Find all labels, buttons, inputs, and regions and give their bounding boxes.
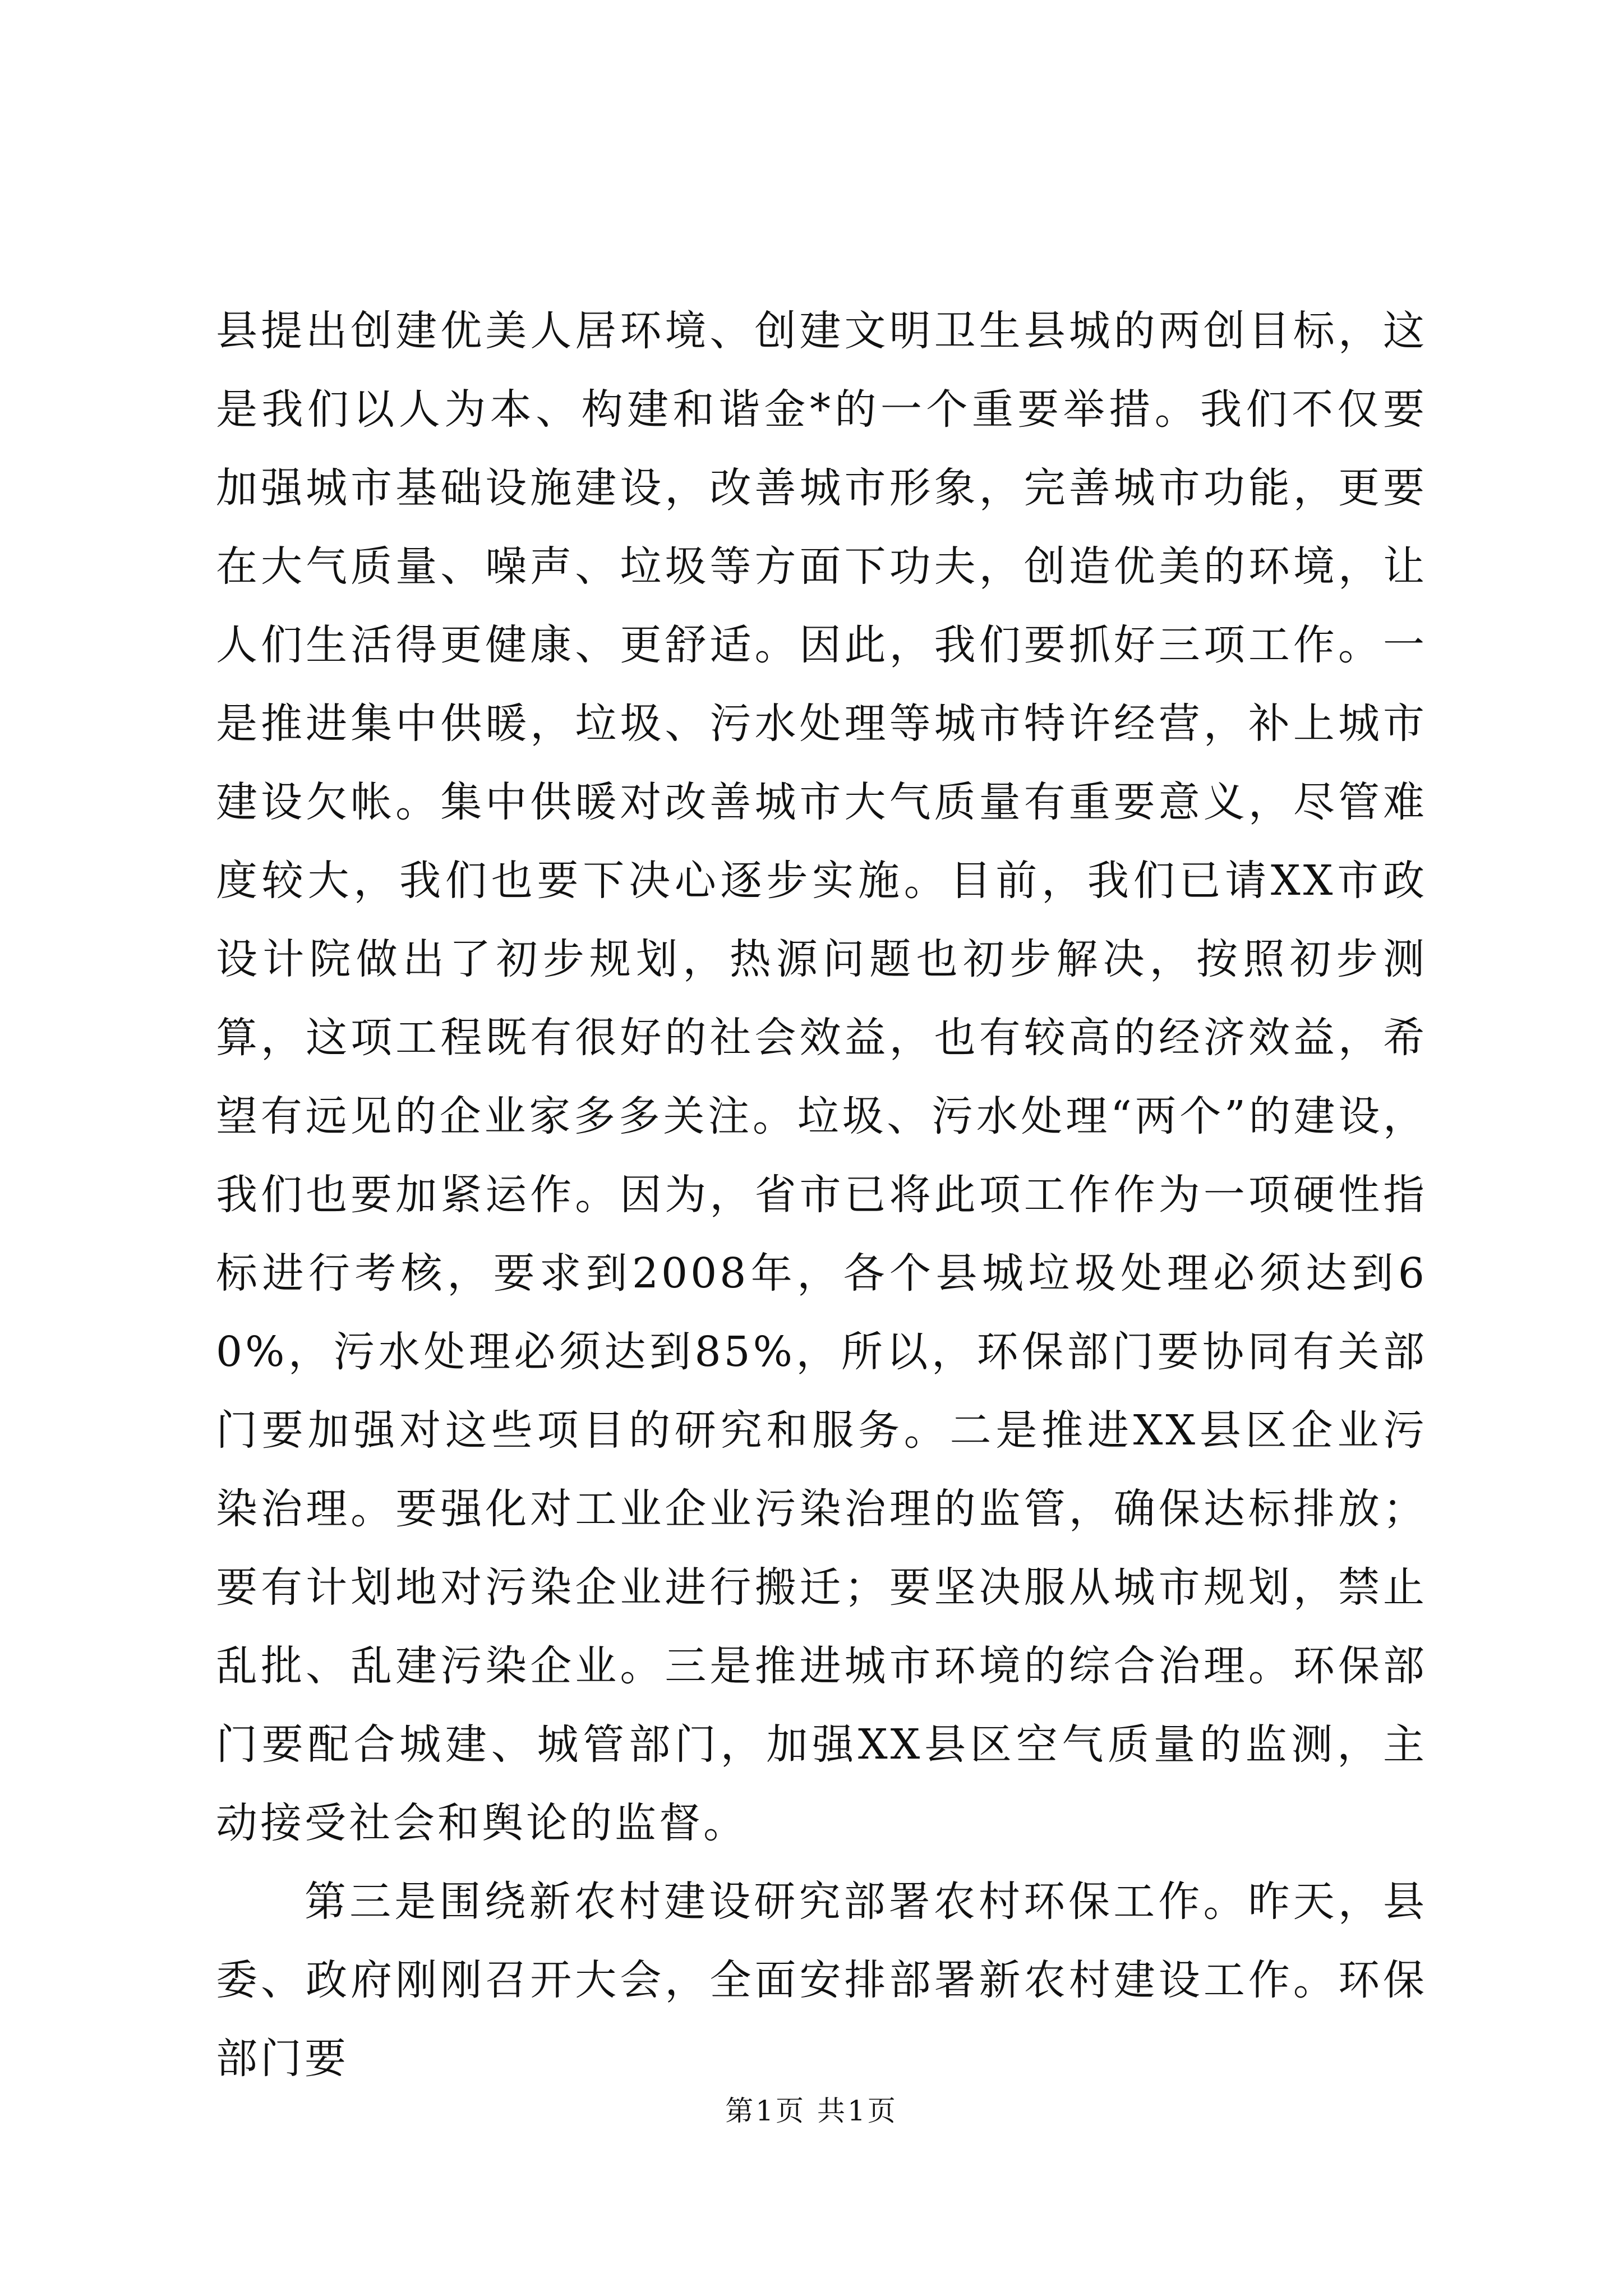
- body-paragraph: 第三是围绕新农村建设研究部署农村环保工作。昨天，县委、政府刚刚召开大会，全面安排部署新农村建设工作。环保部门要: [216, 1878, 1427, 2083]
- body-paragraph: 县提出创建优美人居环境、创建文明卫生县城的两创目标，这是我们以人为本、构建和谐金*的一个重要举措。我们不仅要加强城市基础设施建设，改善城市形象，完善城市功能，更要在大气质量、噪声、垃圾等方面下功夫，创造优美的环境，让人们生活得更健康、更舒适。因此，我们要抓好三项工作。一是推进集中供暖，垃圾、污水处理等城市特许经营，补上城市建设欠帐。集中供暖对改善城市大气质量有重要意义，尽管难度较大，我们也要下决心逐步实施。目前，我们已请XX市政设计院做出了初步规划，热源问题也初步解决，按照初步测算，这项工程既有很好的社会效益，也有较高的经济效益，希望有远见的企业家多多关注。垃圾、污水处理“两个”的建设，我们也要加紧运作。因为，省市已将此项工作作为一项硬性指标进行考核，要求到2008年，各个县城垃圾处理必须达到60%，污水处理必须达到85%，所以，环保部门要协同有关部门要加强对这些项目的研究和服务。二是推进XX县区企业污染治理。要强化对工业企业污染治理的监管，确保达标排放；要有计划地对污染企业进行搬迁；要坚决服从城市规划，禁止乱批、乱建污染企业。三是推进城市环境的综合治理。环保部门要配合城建、城管部门，加强XX县区空气质量的监测，主动接受社会和舆论的监督。: [216, 307, 1427, 1847]
- document-body: [216, 292, 1427, 2098]
- page-footer: 第1页 共1页: [725, 2095, 898, 2127]
